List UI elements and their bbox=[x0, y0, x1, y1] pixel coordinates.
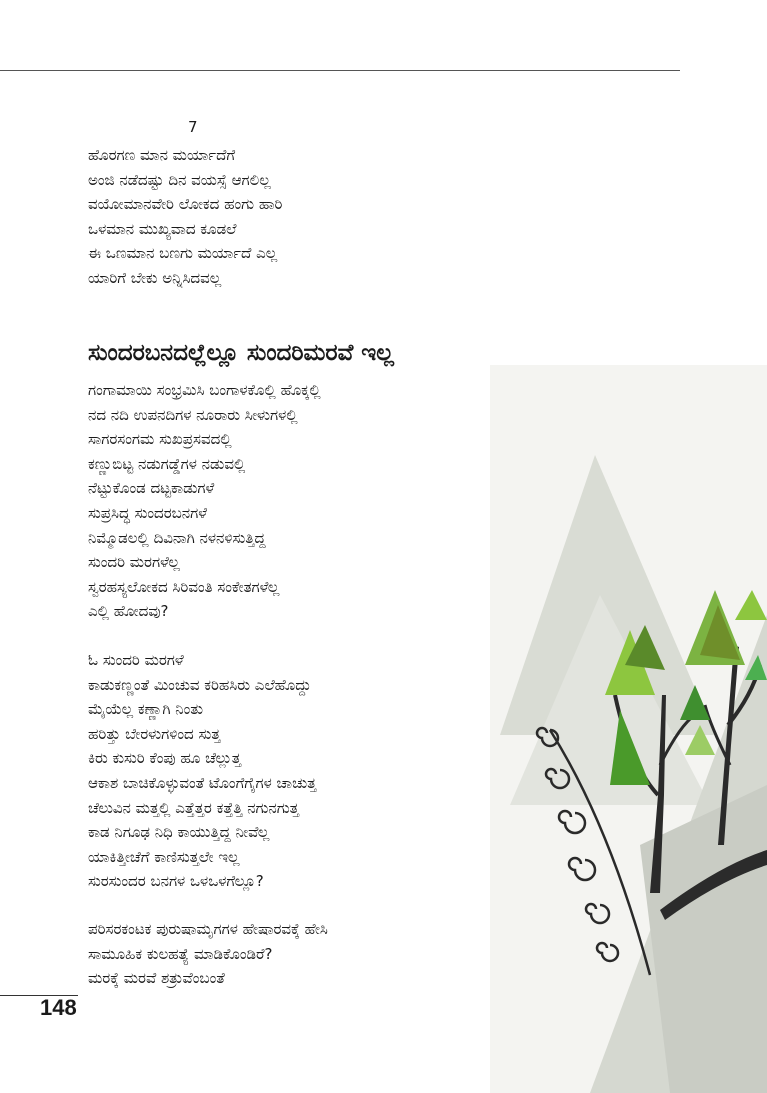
verse-line: ಹೊರಗಣ ಮಾನ ಮರ್ಯಾದೆಗೆ bbox=[88, 146, 236, 164]
stanza-1 bbox=[88, 143, 282, 291]
poem-title: ಸುಂದರಬನದಲ್ಲೆಲ್ಲೂ ಸುಂದರಿಮರವೆ ಇಲ್ಲ bbox=[88, 340, 394, 366]
page-number: 148 bbox=[40, 995, 77, 1020]
verse-line: ಎಲ್ಲಿ ಹೋದವು? bbox=[88, 602, 169, 621]
verse-line: ಸುಪ್ರಸಿದ್ಧ ಸುಂದರಬನಗಳೆ bbox=[88, 503, 208, 522]
header-rule bbox=[0, 70, 680, 71]
verse-line: ಅಂಜಿ ನಡೆದಷ್ಟು ದಿನ ವಯಸ್ಸೆ ಆಗಲಿಲ್ಲ bbox=[88, 170, 271, 189]
verse-line: ಸುಂದರಿ ಮರಗಳೆಲ್ಲ bbox=[88, 553, 180, 572]
verse-line: ಪರಿಸರಕಂಟಕ ಪುರುಷಾಮೃಗಗಳ ಹೇಷಾರವಕ್ಕೆ ಹೇಸಿ bbox=[88, 920, 328, 938]
leaf-4 bbox=[735, 590, 767, 620]
verse-line: ನಿಮ್ಮೊಡಲಲ್ಲಿ ದಿವಿನಾಗಿ ನಳನಳಿಸುತ್ತಿದ್ದ bbox=[88, 528, 266, 547]
stanza-4 bbox=[88, 917, 328, 991]
forest-illustration bbox=[490, 365, 767, 1093]
verse-line: ಒಳಮಾನ ಮುಖ್ಯವಾದ ಕೂಡಲೆ bbox=[88, 219, 237, 238]
stanza-3 bbox=[88, 648, 316, 894]
verse-line: ಕಾಡ ನಿಗೂಢ ನಿಧಿ ಕಾಯುತ್ತಿದ್ದ ನೀವೆಲ್ಲ bbox=[88, 823, 270, 842]
verse-line: ಮರಕ್ಕೆ ಮರವೆ ಶತ್ರುವೆಂಬಂತೆ bbox=[88, 969, 225, 988]
verse-line: ಓ ಸುಂದರಿ ಮರಗಳೆ bbox=[88, 651, 184, 669]
verse-line: ಆಕಾಶ ಬಾಚಿಕೊಳ್ಳುವಂತೆ ಟೊಂಗೆಗೈಗಳ ಚಾಚುತ್ತ bbox=[88, 773, 317, 792]
verse-line: ಕಣ್ಣುಬಿಟ್ಟ ನಡುಗಡ್ಡೆಗಳ ನಡುವಲ್ಲಿ bbox=[88, 454, 246, 473]
verse-line: ಕಿರು ಕುಸುರಿ ಕೆಂಪು ಹೂ ಚೆಲ್ಲುತ್ತ bbox=[88, 749, 242, 768]
verse-line: ಸಾಗರಸಂಗಮ ಸುಖಪ್ರಸವದಲ್ಲಿ bbox=[88, 430, 232, 449]
verse-line: ಕಾಡುಕಣ್ಣಂತೆ ಮಿಂಚುವ ಕರಿಹಸಿರು ಎಲೆಹೊದ್ದು bbox=[88, 675, 312, 694]
verse-line: ಸ್ವರಹಸ್ಯಲೋಕದ ಸಿರಿವಂತಿ ಸಂಕೇತಗಳೆಲ್ಲ bbox=[88, 577, 280, 596]
verse-line: ಹರಿತ್ತು ಬೇರಳುಗಳಿಂದ ಸುತ್ತ bbox=[88, 724, 221, 743]
poem-number: 7 bbox=[188, 118, 198, 136]
stanza-2 bbox=[88, 378, 321, 624]
verse-line: ಸಾಮೂಹಿಕ ಕುಲಹತ್ಯೆ ಮಾಡಿಕೊಂಡಿರೆ? bbox=[88, 944, 273, 963]
verse-line: ನದ ನದಿ ಉಪನದಿಗಳ ನೂರಾರು ಸೀಳುಗಳಲ್ಲಿ bbox=[88, 405, 298, 424]
verse-line: ಯಾಕಿತ್ತೀಚೆಗೆ ಕಾಣಿಸುತ್ತಲೇ ಇಲ್ಲ bbox=[88, 847, 240, 866]
verse-line: ಚೆಲುವಿನ ಮತ್ತಲ್ಲಿ ಎತ್ತೆತ್ತರ ಕತ್ತೆತ್ತಿ ನಗುನಗುತ್ತ bbox=[88, 798, 299, 817]
verse-line: ಮೈಯೆಲ್ಲ ಕಣ್ಣಾಗಿ ನಿಂತು bbox=[88, 700, 204, 719]
verse-line: ಸುರಸುಂದರ ಬನಗಳ ಒಳಒಳಗೆಲ್ಲೂ? bbox=[88, 872, 264, 891]
verse-line: ಈ ಒಣಮಾನ ಬಣಗು ಮರ್ಯಾದೆ ಎಲ್ಲ bbox=[88, 244, 278, 263]
verse-line: ಯಾರಿಗೆ ಬೇಕು ಅನ್ನಿಸಿದವಲ್ಲ bbox=[88, 268, 222, 287]
verse-line: ನೆಟ್ಟುಕೊಂಡ ದಟ್ಟಕಾಡುಗಳೆ bbox=[88, 479, 215, 498]
verse-line: ವಯೋಮಾನವೇರಿ ಲೋಕದ ಹಂಗು ಹಾರಿ bbox=[88, 195, 283, 214]
verse-line: ಗಂಗಾಮಾಯಿ ಸಂಭ್ರಮಿಸಿ ಬಂಗಾಳಕೊಲ್ಲಿ ಹೊಕ್ಕಲ್ಲಿ bbox=[88, 381, 321, 399]
